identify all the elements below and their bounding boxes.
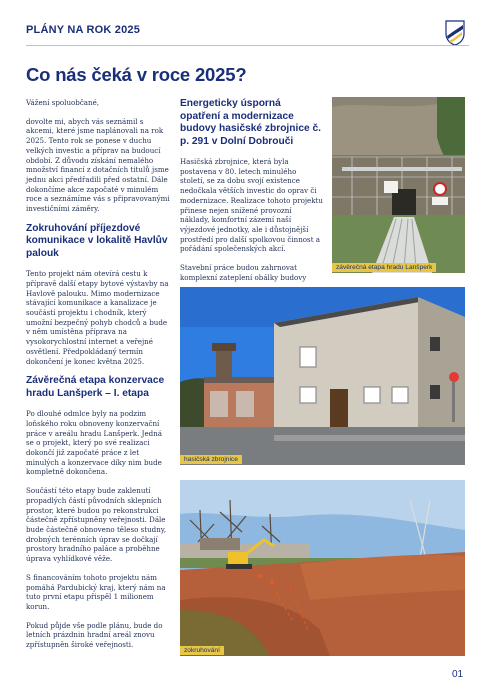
section-text-lansperk-4: Pokud půjde vše podle plánu, bude do letních prázdnin hradní areál znovu zpřístupněn široké veřejnosti. [26,620,163,650]
photo-fire-station [180,287,465,465]
article-title: Co nás čeká v roce 2025? [26,64,247,85]
section-heading-fire-station: Energeticky úsporná opatření a modernizace budovy hasičské zbrojnice č. p. 291 v Dolní Dobrouči [180,98,321,147]
page-number: 01 [452,669,464,680]
greeting: Vážení spoluobčané, [26,98,100,107]
section-heading-havluv-palouk: Zokruhování příjezdové komunikace v lokalitě Havlův palouk [26,222,168,259]
photo-road-construction [180,480,465,656]
header-rule [26,45,469,46]
section-text-lansperk-2: Součástí této etapy bude zaklenutí propadlých částí původních sklepních prostor, které budou po rekonstrukci částečně zpřístupněny veřejnosti. Dále bude částečně obnoveno těleso studny, drobných terénních úprav se dočkají prostory hradního paláce a proběhne úprava vyhlídkové věže. [26,486,167,564]
municipal-crest-icon [445,20,465,46]
fire-station-paragraph-2: Stavební práce budou zahrnovat komplexní zateplení obálky budovy [180,263,307,282]
section-text-havluv-palouk: Tento projekt nám otevírá cestu k přípravě další etapy bytové výstavby na Havlově palouku. Mimo modernizace stávající komunikace a kanalizace je součástí projektu i chodník, který umožní bezpečný pohyb chodců a bude v něm umístěna příprava na vysokorychlostní internet a veřejné osvětlení. Předpokládaný termín dokončení je konec května 2025. [26,269,169,366]
middle-column [180,98,323,291]
section-heading-lansperk: Závěrečná etapa konzervace hradu Lanšperk – I. etapa [26,375,165,399]
section-title: PLÁNY NA ROK 2025 [26,24,141,36]
fire-station-paragraph-1: Hasičská zbrojnice, která byla postavena v 80. letech minulého století, se za dobu svojí existence nedočkala větších investic do oprav či modernizace. Realizace tohoto projektu přinese nejen snížené provozní náklady, komfortní zázemí naší výjezdové jednotky, ale i důstojnější prostředí pro další spolkovou činnost a pořádání společenských akcí. [180,157,323,254]
caption-fire-station: hasičská zbrojnice [180,455,242,464]
left-column [26,98,170,659]
intro-paragraph: dovolte mi, abych vás seznámil s akcemi, které jsme naplánovali na rok 2025. Tento rok se ponese v duchu velkých investic a příprav na budoucí období. Z důvodu získání nemalého množství financí z dotačních titulů jsme jednu akci předřadili před ostatní. Dále dokončíme akce započaté v minulém roce a seznámíme vás s připravovanými investičními záměry. [26,116,170,214]
photo-castle-lansperk [332,97,465,273]
section-text-lansperk-1: Po dlouhé odmlce byly na podzim loňského roku obnoveny konzervační práce v areálu hradu Lanšperk. Jedná se o projekt, který po své realizaci dokončí již započaté práce z let minulých a konzervace díky nim bude kompletně dokončena. [26,409,163,477]
caption-construction: zokruhování [180,646,224,655]
section-text-lansperk-3: S financováním tohoto projektu nám pomáhá Pardubický kraj, který nám na tuto první etapu přispěl 1 milionem korun. [26,572,166,611]
caption-castle: závěrečná etapa hradu Lanšperk [332,263,436,272]
